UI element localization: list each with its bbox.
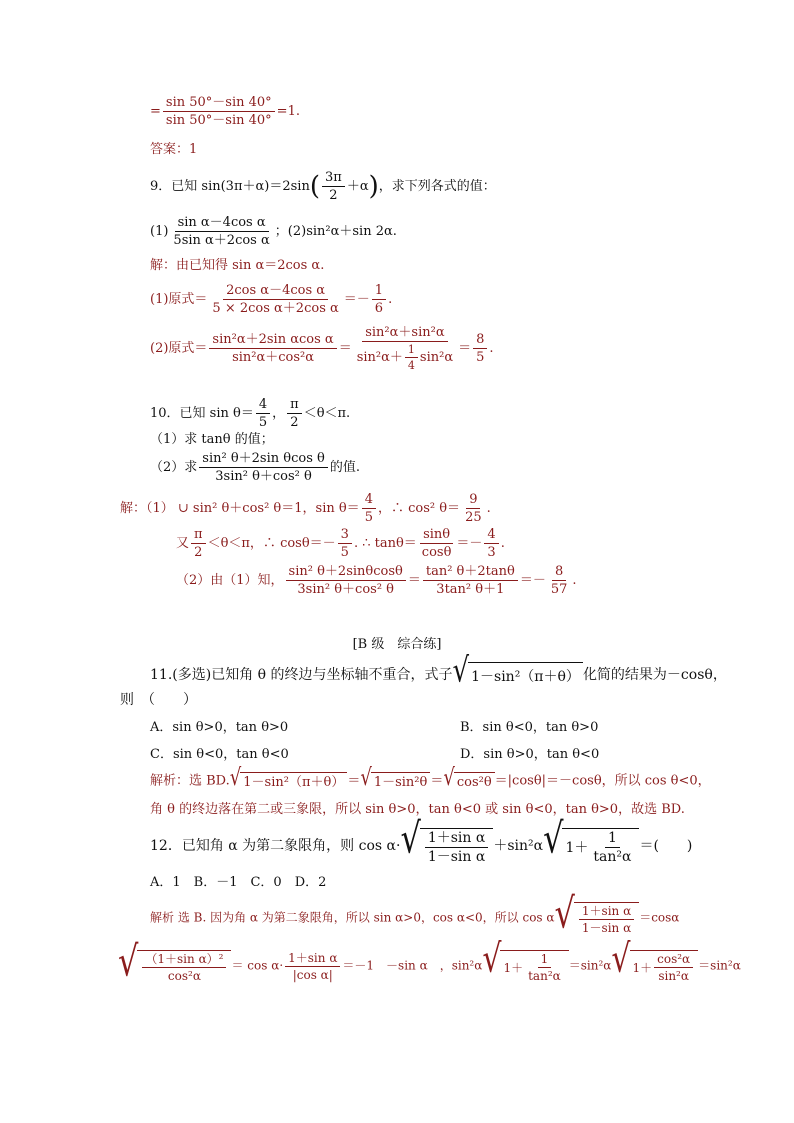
fraction: [209, 284, 341, 315]
part-text: ；(2)sin²α＋sin 2α.: [274, 224, 397, 239]
sol-text: ＝: [430, 773, 444, 789]
frac-num: 1: [405, 344, 418, 358]
frac-num: sin 50°－sin 40°: [163, 96, 275, 112]
fraction: [484, 528, 498, 559]
fraction: [590, 831, 634, 864]
radical-sign: √: [443, 764, 455, 792]
frac-num: 3π: [322, 171, 345, 187]
frac-num: 8: [552, 565, 566, 581]
sqrt-body: [562, 828, 639, 864]
sol-text: ＝cosα: [639, 910, 680, 925]
frac-num: π: [287, 398, 302, 414]
sqrt: [452, 651, 583, 691]
frac-den: tan²α: [528, 969, 561, 983]
sqrt: [482, 936, 568, 983]
part-label: (1)原式＝: [150, 292, 208, 307]
q9-stem-a: 9．已知 sin(3π＋α)＝2sin: [150, 179, 310, 194]
frac-den: 5 × 2cos α＋2cos α: [212, 301, 339, 316]
q12-stem: [150, 813, 693, 865]
frac-num: 4: [256, 398, 270, 414]
sol-text: ＝: [407, 573, 421, 588]
radical-sign: √: [118, 936, 139, 986]
sol-text: ＝sin²α: [698, 958, 741, 973]
radical-sign: √: [229, 764, 242, 792]
sol-text: ＝－: [456, 536, 483, 551]
frac-den: 2: [290, 415, 299, 430]
frac-num: 1: [605, 831, 620, 848]
frac-den: 3sin² θ＋cos² θ: [215, 469, 312, 484]
stem-text: 化简的结果为－cosθ，: [582, 667, 727, 683]
q10-stem: [150, 398, 350, 429]
fraction: [548, 565, 571, 596]
radical-sign: √: [554, 888, 575, 938]
frac-num: 8: [473, 333, 487, 349]
sqrt-body: cos²θ: [454, 772, 495, 790]
part-label: (1): [150, 224, 169, 239]
sqrt: [611, 936, 698, 983]
frac-num: cos²α: [654, 953, 693, 968]
fraction: [142, 953, 226, 982]
sol-text: ＝: [347, 773, 361, 789]
frac-num: 1: [372, 284, 386, 300]
sqrt-body: [420, 828, 494, 864]
q10-solution-3: [176, 565, 577, 596]
den-text: sin²α: [419, 350, 454, 365]
sqrt-body: [630, 950, 699, 982]
frac-num: （1＋sin α）²: [142, 953, 226, 968]
sol-text: ＝|cosθ|＝－cosθ，所以 cos θ<0，: [494, 773, 711, 789]
q12-options: A．1 B．－1 C．0 D．2: [150, 875, 327, 890]
frac-den: cos²α: [167, 969, 201, 983]
fraction: [423, 565, 518, 596]
sol-text: .: [500, 536, 505, 551]
frac-num: sin²α＋sin²α: [362, 326, 447, 342]
frac-den: 5: [476, 350, 485, 365]
fraction: [425, 831, 489, 864]
fraction: [654, 953, 693, 982]
frac-den: 5sin α＋2cos α: [173, 233, 270, 248]
q11-option-c: C．sin θ<0，tan θ<0: [150, 747, 289, 762]
stem-text: ＋sin²α: [493, 838, 544, 854]
fraction: [285, 952, 340, 981]
fraction: [362, 493, 376, 524]
sol-text: 解：（1） ∪ sin² θ＋cos² θ＝1，sin θ＝: [120, 501, 360, 516]
fraction: [462, 493, 485, 524]
frac-den: 3tan² θ＋1: [436, 582, 505, 597]
sol-text: .: [486, 501, 491, 516]
q9-stem-b: ＋α: [346, 179, 369, 194]
radical-sign: √: [452, 651, 470, 691]
sol-text: 解析 选 B. 因为角 α 为第二象限角，所以 sin α>0，cos α<0，所以 cos α: [150, 910, 555, 925]
frac-num: sin² θ＋2sinθcosθ: [286, 565, 406, 581]
q12-solution-1: [150, 888, 680, 938]
q11-solution-1: [150, 764, 711, 792]
frac-num: sinθ: [420, 528, 453, 544]
stem-text: ，: [272, 406, 286, 421]
q11-option-a: A．sin θ>0，tan θ>0: [150, 720, 289, 735]
q11-solution-2: 角 θ 的终边落在第二或三象限，所以 sin θ>0，tan θ<0 或 sin θ<0，tan θ>0，故选 BD.: [150, 802, 685, 817]
frac-den: 6: [374, 301, 384, 316]
frac-den: 5: [340, 545, 349, 560]
frac-num: sin² θ＋2sin θcos θ: [199, 452, 328, 468]
frac-den: 5: [258, 415, 268, 430]
radical-sign: √: [360, 764, 372, 792]
frac-num: 4: [484, 528, 498, 544]
frac-num: sin²α＋2sin αcos α: [209, 333, 336, 349]
fraction: [163, 96, 275, 127]
sol-text: ＝－: [519, 573, 546, 588]
frac-num: sin α－4cos α: [175, 216, 269, 232]
radical-sign: √: [611, 936, 631, 982]
fraction: [170, 216, 272, 247]
sol-text: 又: [176, 536, 190, 551]
frac-num: 1: [538, 953, 552, 968]
frac-den: 25: [465, 510, 482, 525]
sol-text: 解析：选 BD.: [150, 773, 230, 789]
frac-den: 57: [550, 582, 568, 597]
sqrt-body: [137, 950, 231, 982]
fraction: [372, 284, 386, 315]
sqrt-body: 1－sin²（π＋θ）: [468, 662, 583, 688]
fraction: [209, 333, 336, 364]
frac-den: 1－sin α: [427, 849, 486, 865]
sqrt-text: 1＋: [503, 960, 524, 975]
q9-stem: [150, 171, 496, 202]
stem-text: ＝( ): [639, 838, 693, 854]
sol-text: . ∴ tanθ＝: [353, 536, 417, 551]
radical-sign: √: [400, 813, 421, 863]
sol-text: .: [572, 573, 577, 588]
paren: (: [309, 171, 320, 202]
paren: ): [368, 171, 379, 202]
q11-stem: [150, 651, 727, 691]
fraction: [286, 565, 406, 596]
q10-part-2: [150, 452, 360, 483]
sqrt: [400, 813, 493, 865]
fraction: [405, 344, 418, 371]
sol-text: ＝sin²α: [568, 958, 612, 973]
fraction: [338, 528, 352, 559]
section-heading: [B 级 综合练]: [352, 637, 442, 652]
frac-num: 9: [466, 493, 480, 509]
q10-solution-1: [120, 493, 491, 524]
radical-sign: √: [482, 936, 502, 982]
frac-den: sin²α: [658, 969, 689, 983]
sqrt-body: 1－sin²（π＋θ）: [240, 772, 347, 790]
frac-den: sin 50°－sin 40°: [165, 113, 272, 128]
frac-den: tan²α: [593, 849, 632, 865]
stem-text: 10．已知 sin θ＝: [150, 406, 254, 421]
fraction: [354, 326, 456, 371]
frac-den: 5: [364, 510, 373, 525]
stem-text: ＜θ＜π.: [303, 406, 351, 421]
frac-den: 4: [407, 359, 415, 372]
q10-part-1: （1）求 tanθ 的值；: [150, 432, 274, 447]
sqrt: [360, 764, 430, 792]
den-text: sin²α＋: [356, 350, 403, 365]
fraction: [322, 171, 345, 202]
q11-option-b: B．sin θ<0，tan θ>0: [460, 720, 599, 735]
fraction: [199, 452, 328, 483]
q9-solution-intro: 解：由已知得 sin α＝2cos α.: [150, 258, 325, 273]
q11-stem-cont: 则 （ ）: [120, 692, 197, 708]
sol-text: （2）由（1）知，: [176, 573, 284, 588]
frac-den: |cos α|: [292, 967, 333, 982]
frac-den: [354, 342, 456, 371]
fraction: [256, 398, 270, 429]
fraction: [191, 528, 206, 559]
sqrt: [443, 764, 494, 792]
frac-num: 2cos α－4cos α: [223, 284, 328, 300]
fraction: [579, 905, 634, 934]
eq-text: ＝: [338, 341, 352, 356]
frac-num: 3: [338, 528, 352, 544]
sqrt: [229, 764, 348, 792]
sqrt-text: 1＋: [565, 839, 589, 856]
radical-sign: √: [543, 813, 564, 863]
frac-num: 4: [362, 493, 376, 509]
q9-parts: [150, 216, 397, 247]
eq-text: .: [388, 292, 393, 307]
sqrt-text: 1＋: [632, 960, 653, 975]
sqrt: [118, 936, 231, 986]
q9-solution-2: [150, 326, 494, 371]
frac-num: 1＋sin α: [579, 905, 634, 920]
frac-den: 2: [194, 545, 203, 560]
frac-den: 2: [329, 188, 338, 203]
stem-text: 11.(多选)已知角 θ 的终边与坐标轴不重合，式子: [150, 667, 453, 683]
sol-text: ，∴ cos² θ＝: [377, 501, 461, 516]
sqrt: [543, 813, 639, 865]
q12-solution-2: [118, 936, 741, 986]
frac-num: tan² θ＋2tanθ: [423, 565, 518, 581]
frac-den: 3: [487, 545, 496, 560]
eq-text: =1.: [276, 104, 300, 119]
frac-num: π: [191, 528, 206, 544]
frac-num: 1＋sin α: [285, 952, 340, 967]
eq-text: ＝－: [343, 292, 370, 307]
sqrt: [554, 888, 640, 938]
prev-solution-line: [150, 96, 300, 127]
frac-den: 1－sin α: [581, 921, 632, 935]
q9-stem-c: ，求下列各式的值：: [378, 179, 496, 194]
frac-num: 1＋sin α: [425, 831, 489, 848]
q9-solution-1: [150, 284, 392, 315]
stem-text: 12．已知角 α 为第二象限角，则 cos α·: [150, 838, 401, 854]
sol-text: ＝ cos α·: [231, 958, 284, 973]
q10-solution-2: [176, 528, 505, 559]
fraction: [473, 333, 487, 364]
sol-text: ＜θ＜π，∴ cosθ＝－: [207, 536, 336, 551]
frac-den: 3sin² θ＋cos² θ: [297, 582, 394, 597]
fraction: [525, 953, 564, 982]
frac-den: cosθ: [421, 545, 452, 560]
sqrt-body: [574, 902, 639, 934]
sqrt-body: [500, 950, 568, 982]
part-text: （2）求: [150, 460, 198, 475]
frac-den: sin²α＋cos²α: [232, 350, 315, 365]
eq-text: ＝: [458, 341, 472, 356]
fraction: [287, 398, 302, 429]
fraction: [419, 528, 455, 559]
eq-text: .: [489, 341, 494, 356]
q11-option-d: D．sin θ>0，tan θ<0: [460, 747, 600, 762]
eq-text: =: [150, 104, 161, 119]
answer-line: 答案：1: [150, 142, 198, 157]
part-text: 的值.: [329, 460, 360, 475]
sol-text: ＝－1 －sin α ，sin²α: [342, 958, 483, 973]
sqrt-body: 1－sin²θ: [371, 772, 431, 790]
part-label: (2)原式＝: [150, 341, 208, 356]
